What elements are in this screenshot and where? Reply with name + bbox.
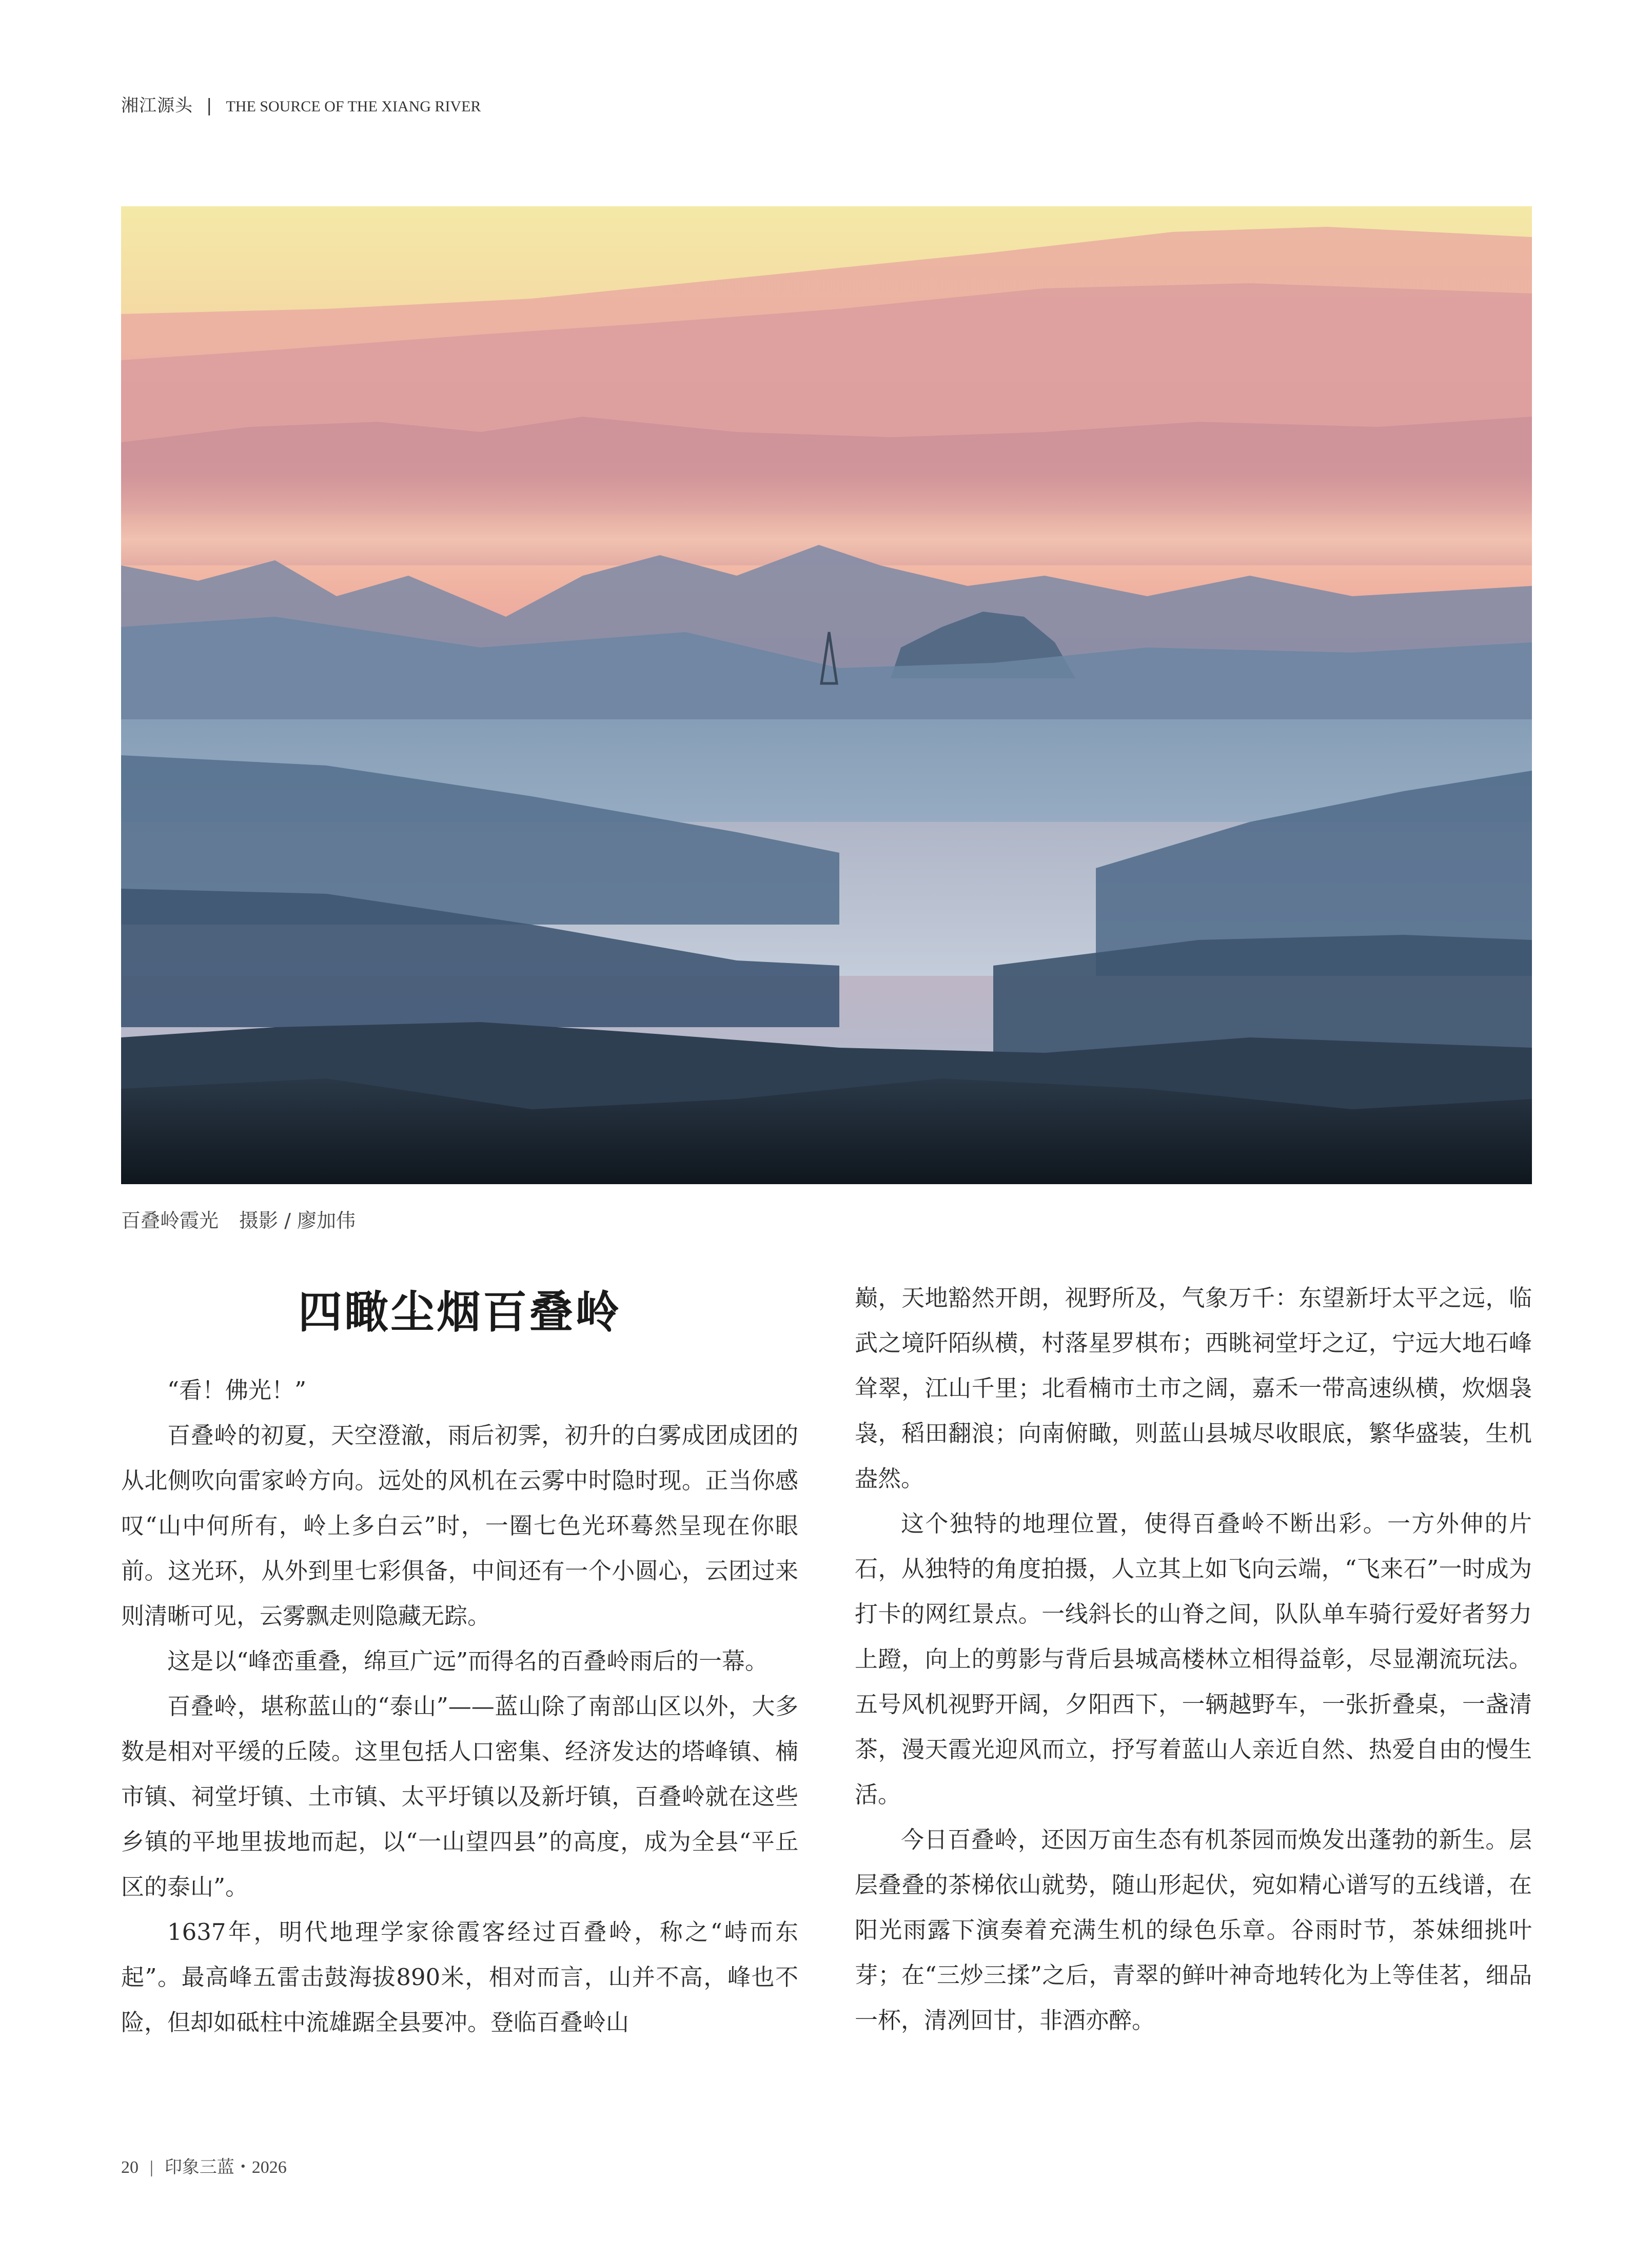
paragraph: 1637年，明代地理学家徐霞客经过百叠岭，称之“峙而东起”。最高峰五雷击鼓海拔890米，相对而言，山并不高，峰也不险，但却如砥柱中流雄踞全县要冲。登临百叠岭山 — [121, 1918, 798, 2036]
magazine-name: 印象三蓝・2026 — [164, 2158, 287, 2177]
photo-credit: 摄影 / 廖加伟 — [239, 1209, 356, 1232]
article-column-left — [121, 1368, 798, 2045]
header-separator: | — [206, 95, 213, 116]
section-title-cn: 湘江源头 — [121, 95, 193, 116]
section-title-en: THE SOURCE OF THE XIANG RIVER — [226, 98, 481, 115]
article-column-right — [855, 1275, 1532, 2043]
footer-separator: | — [150, 2158, 153, 2177]
paragraph: 今日百叠岭，还因万亩生态有机茶园而焕发出蓬勃的新生。层层叠叠的茶梯依山就势，随山形起伏，宛如精心谱写的五线谱，在阳光雨露下演奏着充满生机的绿色乐章。谷雨时节，茶妹细挑叶芽；在“三炒三揉”之后，青翠的鲜叶神奇地转化为上等佳茗，细品一杯，清冽回甘，非酒亦醉。 — [855, 1826, 1532, 2034]
page-footer — [121, 2153, 287, 2178]
paragraph: “看！佛光！” — [167, 1377, 307, 1404]
page-number: 20 — [121, 2158, 139, 2177]
article-title: 四瞰尘烟百叠岭 — [298, 1286, 621, 1338]
paragraph: 百叠岭的初夏，天空澄澈，雨后初霁，初升的白雾成团成团的从北侧吹向雷家岭方向。远处的风机在云雾中时隐时现。正当你感叹“山中何所有，岭上多白云”时，一圈七色光环蓦然呈现在你眼前。这光环，从外到里七彩俱备，中间还有一个小圆心，云团过来则清晰可见，云雾飘走则隐藏无踪。 — [121, 1422, 798, 1630]
landscape-photo — [121, 206, 1532, 1184]
running-header — [121, 91, 481, 116]
paragraph: 百叠岭，堪称蓝山的“泰山”——蓝山除了南部山区以外，大多数是相对平缓的丘陵。这里包括人口密集、经济发达的塔峰镇、楠市镇、祠堂圩镇、土市镇、太平圩镇以及新圩镇，百叠岭就在这些乡镇的平地里拔地而起，以“一山望四县”的高度，成为全县“平丘区的泰山”。 — [121, 1693, 798, 1900]
paragraph: 这个独特的地理位置，使得百叠岭不断出彩。一方外伸的片石，从独特的角度拍摄，人立其上如飞向云端，“飞来石”一时成为打卡的网红景点。一线斜长的山脊之间，队队单车骑行爱好者努力上蹬，向上的剪影与背后县城高楼林立相得益彰，尽显潮流玩法。五号风机视野开阔，夕阳西下，一辆越野车，一张折叠桌，一盏清茶，漫天霞光迎风而立，抒写着蓝山人亲近自然、热爱自由的慢生活。 — [855, 1510, 1532, 1808]
paragraph: 巅，天地豁然开朗，视野所及，气象万千：东望新圩太平之远，临武之境阡陌纵横，村落星罗棋布；西眺祠堂圩之辽，宁远大地石峰耸翠，江山千里；北看楠市土市之阔，嘉禾一带高速纵横，炊烟袅袅，稻田翻浪；向南俯瞰，则蓝山县城尽收眼底，繁华盛装，生机盎然。 — [855, 1284, 1532, 1492]
caption-text: 百叠岭霞光 — [121, 1209, 219, 1232]
photo-caption — [121, 1205, 356, 1233]
paragraph: 这是以“峰峦重叠，绵亘广远”而得名的百叠岭雨后的一幕。 — [167, 1647, 769, 1675]
